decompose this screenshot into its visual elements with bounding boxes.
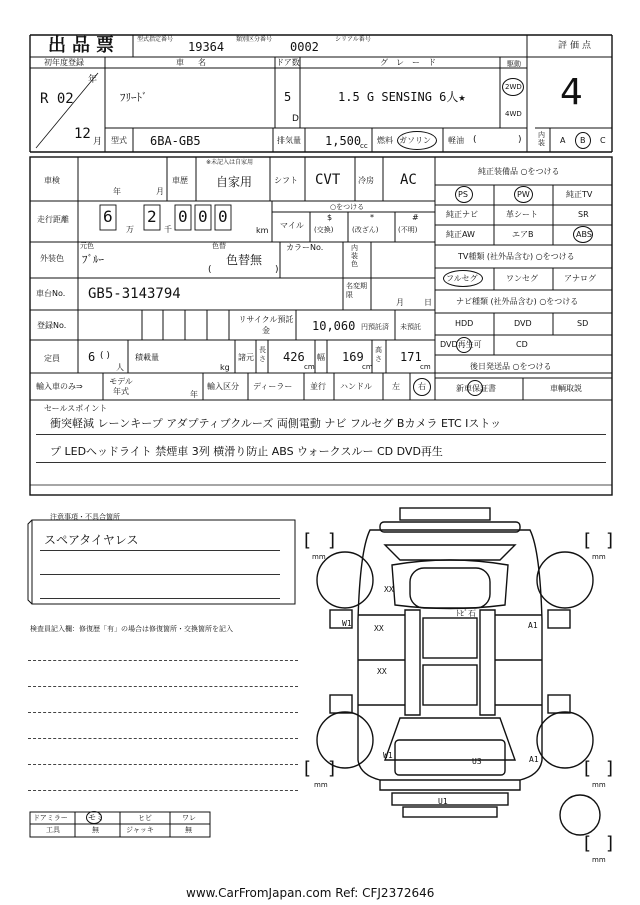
fuel-alt-label: 軽油	[448, 136, 464, 145]
rear-manual[interactable]: 車輌取説	[550, 384, 582, 393]
sales-line-2: プ LEDヘッドライト 禁煙車 3列 横滑り防止 ABS ウォークスルー CD DVD再生	[50, 445, 443, 458]
tv-title: TV種類 (社外品含む) ○をつける	[458, 252, 575, 261]
exterior-paren-open: (	[208, 265, 212, 275]
mileage-tamper: (改ざん)	[352, 226, 379, 234]
mark-stone-chip: ﾄﾋﾞ石	[456, 609, 476, 618]
inspector-line-1	[28, 660, 298, 661]
mm-spare: mm	[592, 856, 606, 864]
mileage-digit-1: 6	[103, 207, 113, 226]
interior-color-label: 内装色	[351, 244, 358, 268]
displacement-unit: cc	[360, 142, 368, 150]
genuine-aw[interactable]: 純正AW	[446, 230, 475, 239]
recycle-value: 10,060	[312, 319, 356, 333]
mileage-label: 走行距離	[37, 215, 69, 224]
fuel-paren-open: (	[473, 135, 477, 145]
exterior-repaint-label: 色替	[212, 242, 226, 250]
handle-right-circle	[413, 378, 431, 396]
exterior-orig-value: ﾌﾞﾙｰ	[82, 253, 104, 266]
inspector-line-6	[28, 790, 298, 791]
mileage-digit-4: 0	[198, 207, 208, 226]
genuine-ps[interactable]: PS	[458, 190, 468, 199]
genuine-pw-circle	[514, 186, 533, 203]
mm-fl: mm	[312, 553, 326, 561]
length-value: 426	[283, 350, 305, 364]
tools-label: 工具	[46, 826, 60, 834]
ac-label: 冷房	[358, 176, 374, 185]
length-cm: cm	[304, 363, 315, 371]
notes-underline-3	[40, 598, 280, 599]
genuine-leather[interactable]: 革シート	[506, 210, 538, 219]
grade-label: グレード	[380, 58, 444, 67]
interior-b[interactable]: B	[580, 136, 586, 145]
mileage-unknown: (不明)	[398, 226, 418, 234]
interior-b-circle	[575, 132, 591, 149]
exterior-repaint-value: 色替無	[226, 253, 263, 267]
history-note: ※未記入は自家用	[206, 159, 254, 166]
shift-label: シフト	[274, 176, 298, 185]
fuel-value[interactable]: ガソリン	[399, 136, 431, 145]
history-value: 自家用	[216, 175, 253, 189]
width-value: 169	[342, 350, 364, 364]
rear-warranty-circle	[467, 380, 483, 396]
model-year-year: 年	[190, 390, 198, 399]
class-label: 類別区分番号	[236, 36, 273, 43]
handle-left[interactable]: 左	[392, 382, 400, 391]
bracket-spare-open: [	[584, 833, 592, 854]
mileage-mile: マイル	[280, 221, 304, 230]
mm-fr: mm	[592, 553, 606, 561]
capacity-value: 6	[88, 350, 96, 364]
tv-oneseg[interactable]: ワンセグ	[506, 274, 538, 283]
model-year-label: モデル年式	[109, 377, 133, 396]
inspector-line-2	[28, 686, 298, 687]
genuine-title: 純正装備品 ○をつける	[478, 167, 560, 176]
mirror-crack: ヒビ	[138, 814, 152, 822]
first-reg-month-unit: 月	[93, 137, 103, 147]
registration-label: 登録No.	[37, 321, 67, 330]
chassis-month: 月	[396, 298, 404, 307]
displacement-value: 1,500	[325, 134, 362, 148]
recycle-not-deposited: 未預託	[400, 323, 421, 331]
rating-value: 4	[560, 72, 583, 113]
first-reg-label: 初年度登録	[44, 58, 84, 67]
mileage-unit: km	[256, 226, 269, 235]
capacity-paren: ( )	[100, 351, 110, 361]
mileage-circle-note: ○をつける	[330, 203, 365, 211]
model-value: 6BA-GB5	[150, 134, 201, 148]
tools-value: 無	[92, 826, 99, 834]
class-value: 0002	[290, 40, 319, 54]
load-kg: kg	[220, 363, 230, 372]
notes-underline-1	[40, 550, 280, 551]
fuel-paren-close: )	[518, 135, 522, 145]
bracket-fr-close: ]	[606, 530, 614, 551]
mark-a1-right: A1	[528, 621, 538, 630]
fuel-circle	[397, 131, 437, 150]
tv-fullseg-circle	[443, 270, 483, 287]
mark-xx-left-rear: XX	[377, 667, 387, 676]
drive-label: 駆動	[507, 60, 521, 68]
first-reg-era: R 02	[40, 91, 74, 107]
mark-u1-bumper: U1	[438, 797, 448, 806]
navi-title: ナビ種類 (社外品含む) ○をつける	[456, 297, 579, 306]
inspector-line-4	[28, 738, 298, 739]
mirror-moming-circle	[86, 811, 102, 824]
bracket-rr-open: [	[584, 758, 592, 779]
capacity-person: 人	[116, 363, 124, 372]
chassis-period-label: 名変期限	[346, 282, 367, 299]
genuine-abs-circle	[573, 226, 593, 243]
dims-label: 諸元	[238, 353, 254, 362]
inspection-label: 車検	[44, 176, 60, 185]
height-value: 171	[400, 350, 422, 364]
mileage-hash: #	[412, 213, 419, 222]
sales-underline-2	[36, 462, 606, 463]
chassis-day: 日	[424, 298, 432, 307]
type-cert-value: 19364	[188, 40, 225, 54]
mark-w1-left: W1	[342, 619, 352, 628]
genuine-airbag[interactable]: エアB	[512, 230, 534, 239]
drive-2wd-circle	[502, 78, 524, 96]
notes-label: 注意事項・不具合箇所	[50, 513, 120, 521]
mileage-digit-3: 0	[178, 207, 188, 226]
mark-w1-rear: W1	[383, 751, 393, 760]
mirror-moming: モミ	[88, 813, 104, 822]
tv-fullseg[interactable]: フルセグ	[446, 274, 478, 283]
fuel-label: 燃料	[377, 136, 393, 145]
tv-analog[interactable]: アナログ	[564, 274, 596, 283]
sales-label: セールスポイント	[44, 404, 108, 413]
mm-rr: mm	[592, 781, 606, 789]
capacity-label: 定員	[44, 354, 60, 363]
recycle-unit: 円預託済	[361, 323, 389, 331]
genuine-navi[interactable]: 純正ナビ	[446, 210, 478, 219]
mileage-star: *	[370, 213, 374, 222]
footer-ref: www.CarFromJapan.com Ref: CFJ2372646	[186, 886, 435, 900]
ac-value: AC	[400, 172, 417, 188]
length-label: 長さ	[259, 346, 266, 363]
drive-2wd[interactable]: 2WD	[505, 83, 522, 91]
bracket-rl-close: ]	[328, 758, 336, 779]
rear-warranty[interactable]: 新車保証書	[456, 384, 496, 393]
mark-a1-rear: A1	[529, 755, 539, 764]
bracket-fr-open: [	[584, 530, 592, 551]
navi-dvd[interactable]: DVD	[514, 319, 532, 328]
exterior-orig-label: 元色	[80, 242, 94, 250]
height-label: 高さ	[375, 346, 382, 363]
first-reg-year-unit: 年	[88, 75, 98, 85]
recycle-label: リサイクル預託金	[238, 315, 294, 335]
genuine-abs[interactable]: ABS	[576, 230, 592, 239]
rear-title: 後日発送品 ○をつける	[470, 362, 552, 371]
inspector-label: 検査員記入欄：修復歴「有」の場合は修復箇所・交換箇所を記入	[30, 625, 233, 633]
chassis-label: 車台No.	[36, 289, 66, 298]
displacement-label: 排気量	[277, 136, 301, 145]
inspection-year: 年	[113, 187, 121, 196]
exterior-paren-close: )	[275, 265, 279, 275]
model-label: 型式	[111, 136, 127, 145]
color-no-label: カラーNo.	[286, 243, 324, 252]
width-cm: cm	[362, 363, 373, 371]
jack-value: 無	[185, 826, 192, 834]
inspection-month: 月	[156, 187, 164, 196]
serial-label: シリアル番号	[335, 36, 371, 43]
mileage-digit-5: 0	[218, 207, 228, 226]
mirror-label: ドアミラー	[33, 814, 68, 822]
mileage-man: 万	[126, 225, 134, 234]
genuine-sr[interactable]: SR	[578, 210, 589, 219]
mileage-exchange: (交換)	[314, 226, 334, 234]
first-reg-month: 12	[74, 126, 91, 142]
type-cert-label: 型式指定番号	[137, 36, 174, 43]
doors-value: 5	[284, 90, 292, 104]
chassis-value: GB5-3143794	[88, 286, 181, 302]
drive-4wd[interactable]: 4WD	[505, 110, 522, 118]
history-label: 車歴	[172, 176, 188, 185]
navi-sd[interactable]: SD	[577, 319, 589, 328]
doors-label: ドア数	[276, 58, 300, 67]
navi-hdd[interactable]: HDD	[455, 319, 474, 328]
grade-value: 1.5 G SENSING 6人★	[338, 90, 466, 104]
bracket-fl-close: ]	[328, 530, 336, 551]
sales-line-1: 衝突軽減 レーンキープ アダプティブクルーズ 両側電動 ナビ フルセグ Bカメラ ETC Iストッ	[50, 417, 502, 430]
import-category-label: 輸入区分	[207, 382, 239, 391]
height-cm: cm	[420, 363, 431, 371]
sales-underline-1	[36, 434, 606, 435]
genuine-ps-circle	[455, 186, 473, 203]
interior-label: 内装	[538, 131, 545, 147]
mileage-dollar: $	[327, 213, 333, 222]
bracket-rr-close: ]	[606, 758, 614, 779]
width-label: 幅	[317, 353, 325, 362]
car-name-value: ﾌﾘｰﾄﾞ	[120, 91, 148, 104]
mirror-broken: ワレ	[182, 814, 196, 822]
shift-value: CVT	[315, 172, 341, 188]
dvd-playback-circle	[456, 337, 472, 353]
import-label: 輸入車のみ⇒	[36, 382, 83, 391]
mark-u3-rear: U3	[472, 757, 482, 766]
bracket-fl-open: [	[304, 530, 312, 551]
load-label: 積載量	[135, 353, 159, 362]
dvd-playback[interactable]: DVD再生可	[440, 340, 482, 349]
inspector-line-5	[28, 764, 298, 765]
handle-right[interactable]: 右	[418, 382, 426, 391]
exterior-label: 外装色	[40, 254, 64, 263]
inspector-line-3	[28, 712, 298, 713]
handle-label: ハンドル	[340, 382, 372, 391]
bracket-spare-close: ]	[606, 833, 614, 854]
genuine-tv[interactable]: 純正TV	[566, 190, 593, 199]
bracket-rl-open: [	[304, 758, 312, 779]
mileage-digit-2: 2	[147, 207, 157, 226]
mm-rl: mm	[314, 781, 328, 789]
car-name-label: 車名	[176, 58, 220, 67]
mark-xx-front-left: XX	[384, 585, 394, 594]
notes-line-1: スペアタイヤレス	[44, 533, 139, 547]
import-parallel[interactable]: 並行	[310, 382, 326, 391]
interior-a[interactable]: A	[560, 136, 566, 145]
sheet-title: 出品票	[48, 35, 120, 56]
interior-c[interactable]: C	[600, 136, 606, 145]
cd-option[interactable]: CD	[516, 340, 528, 349]
mark-xx-left-door: XX	[374, 624, 384, 633]
notes-underline-2	[40, 574, 280, 575]
import-dealer[interactable]: ディーラー	[253, 382, 293, 391]
genuine-pw[interactable]: PW	[517, 190, 530, 199]
mileage-sen: 千	[164, 225, 172, 234]
doors-sub: D	[292, 114, 299, 124]
rating-label: 評価点	[558, 41, 595, 51]
jack-label: ジャッキ	[126, 826, 154, 834]
